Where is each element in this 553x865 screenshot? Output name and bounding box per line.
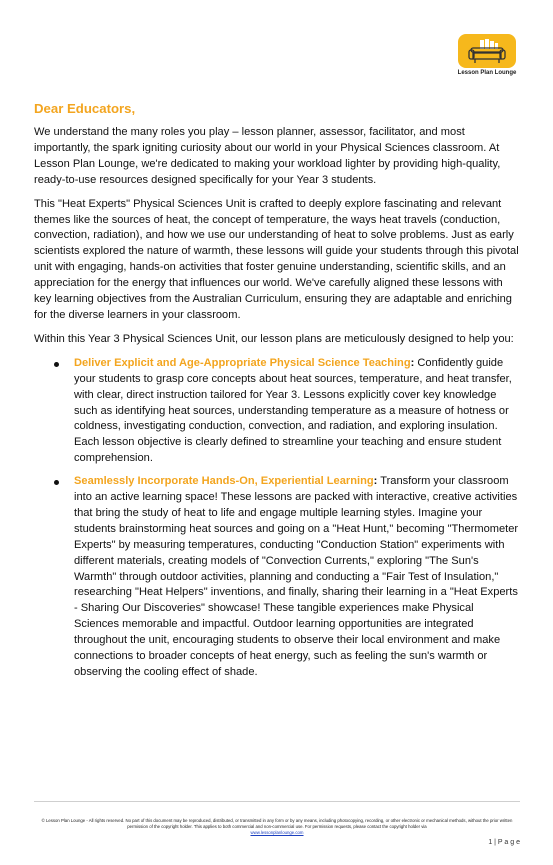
bullet-dot (54, 362, 59, 367)
bullet-body: Confidently guide your students to grasp core concepts about heat sources, temperature, and heat transfer, with clear, direct instruction tailored for Year 3. Lessons explicitly cover key knowledge such as identifying heat sources, understanding temperature as a measure of hotness or coldness, investigating conduction, convection, and radiation, and exploring insulation. Each lesson objective is clearly defined to streamline your teaching and ensure student comprehension. (74, 356, 512, 465)
list-item (34, 474, 520, 681)
footer-copyright (38, 818, 516, 836)
website-link[interactable]: www.lessonplanlounge.com (250, 830, 304, 835)
benefits-list (34, 356, 520, 681)
letter-body (34, 101, 520, 688)
bullet-heading: Deliver Explicit and Age-Appropriate Physical Science Teaching (74, 356, 411, 369)
list-item (34, 356, 520, 467)
page-number: 1 | P a g e (488, 839, 520, 846)
lead-in-paragraph: Within this Year 3 Physical Sciences Unit, our lesson plans are meticulously designed to help you: (34, 332, 514, 345)
greeting-heading: Dear Educators, (34, 101, 136, 116)
sofa-books-icon (458, 34, 516, 68)
footer-divider (34, 801, 520, 802)
brand-logo (455, 32, 519, 82)
bullet-colon: : (373, 475, 378, 488)
bullet-colon: : (410, 356, 415, 369)
brand-name: Lesson Plan Lounge (457, 70, 517, 76)
bullet-body: Transform your classroom into an active learning space! These lessons are packed with interactive, creative activities that bring the study of heat to life and engage multiple learning styles. Imagine your students brainstorming heat sources and going on a "Heat Hunt," becoming "Thermometer Experts" by measuring temperatures, conducting "Conduction Station" experiments with different materials, creating models of "Convection Currents," exploring "The Sun's Warmth" through outdoor activities, planning and conducting a "Fair Test of Insulation," researching "Heat Helpers" inventions, and finally, sharing their learning in a "Heat Experts - Sharing Our Discoveries" showcase! These tangible experiences make Physical Sciences memorable and impactful. Outdoor learning opportunities are integrated throughout the unit, encouraging students to observe their local environment and make connections to broader concepts of heat energy, such as feeling the sun's warmth or observing the cooling effect of shade. (74, 475, 519, 678)
copyright-text: © Lesson Plan Lounge - All rights reserved. No part of this document may be reproduced, distributed, or transmitted in any form or by any means, including photocopying, recording, or other electronic or mechanical methods, without the prior written permission of the copyright holder. This applies to both commercial and non-commercial use. For permission requests, please contact the copyright holder via (41, 818, 513, 829)
intro-paragraph: We understand the many roles you play – lesson planner, assessor, facilitator, and most importantly, the spark igniting curiosity about our world in your Physical Sciences classroom. At Lesson Plan Lounge, we're dedicated to making your workload lighter by providing high-quality, ready-to-use resources designed specifically for your Year 3 students. (34, 126, 501, 186)
bullet-dot (54, 480, 59, 485)
bullet-heading: Seamlessly Incorporate Hands-On, Experiential Learning (74, 475, 374, 488)
unit-description-paragraph: This "Heat Experts" Physical Sciences Unit is crafted to deeply explore fascinating and relevant themes like the sources of heat, the concept of temperature, the ways heat travels (conduction, convection, radiation), and how we use our understanding of heat to solve problems. Just as early scientists explored the nature of warmth, these lessons will guide your students through this pivotal unit with engaging, hands-on activities that foster genuine understanding, scientific skills, and an appreciation for the energy that influences our world. We've carefully aligned these lessons with key learning objectives from the Australian Curriculum, ensuring they are adaptable and enriching for the diverse learners in your classroom. (34, 197, 519, 321)
